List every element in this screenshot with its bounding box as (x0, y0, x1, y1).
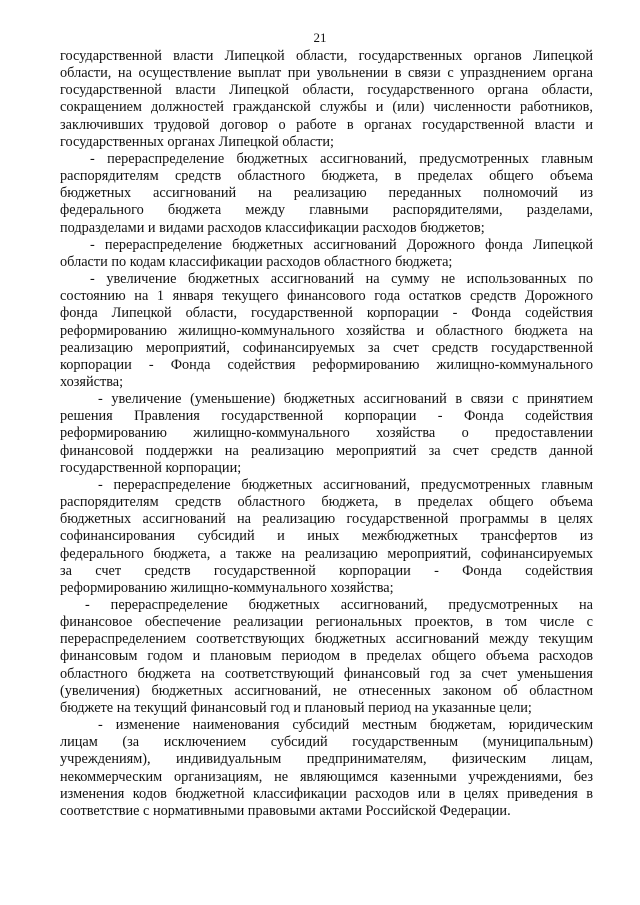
text-line: федерального бюджета, а также на реализацию мероприятий, софинансируемых (60, 545, 593, 562)
text-line: государственной корпорации; (60, 459, 242, 476)
text-line: заключивших трудовой договор о работе в органах государственной власти и (60, 116, 593, 133)
text-line: государственной власти Липецкой области, государственных органов Липецкой (60, 48, 593, 64)
text-line: - перераспределение бюджетных ассигнований Дорожного фонда Липецкой (90, 236, 593, 253)
text-line: бюджете на текущий финансовый год и плановый период на указанные цели; (60, 699, 532, 716)
text-line: за счет средств государственной корпорации - Фонда содействия (60, 562, 593, 579)
text-line: - перераспределение бюджетных ассигнований, предусмотренных главным (90, 150, 593, 167)
text-line: реализацию мероприятий, софинансируемых за счет средств государственной (60, 339, 593, 356)
text-line: области по кодам классификации расходов областного бюджета; (60, 253, 453, 270)
text-line: софинансирования субсидий и иных межбюджетных трансфертов из (60, 528, 593, 545)
text-line: сокращением должностей гражданской службы и (или) численности работников, (60, 99, 593, 116)
paragraph (60, 597, 593, 717)
text-line: - перераспределение бюджетных ассигнований, предусмотренных на (85, 597, 593, 613)
paragraph (60, 391, 593, 477)
text-line: - изменение наименования субсидий местным бюджетам, юридическим (98, 717, 593, 734)
text-line: финансовое обеспечение реализации региональных проектов, в том числе с (60, 614, 593, 631)
text-line: некоммерческим организациям, не являющимся казенными учреждениями, без (60, 768, 593, 785)
text-line: хозяйства; (60, 373, 124, 390)
paragraph (60, 48, 593, 151)
text-line: соответствие с нормативными правовыми актами Российской Федерации. (60, 802, 511, 819)
text-line: корпорации - Фонда содействия реформированию жилищно-коммунального (60, 356, 593, 373)
text-line: лицам (за исключением субсидий государственным (муниципальным) (60, 734, 593, 751)
text-line: - увеличение бюджетных ассигнований на сумму не использованных по (90, 271, 593, 288)
page-number: 21 (313, 30, 327, 45)
text-line: распорядителям средств областного бюджета, в пределах общего объема (60, 494, 593, 511)
text-line: государственной власти Липецкой области, государственного органа области, (60, 82, 593, 99)
paragraph (60, 477, 593, 597)
paragraph (60, 237, 593, 271)
text-line: решения Правления государственной корпорации - Фонда содействия (60, 408, 593, 425)
text-line: - увеличение (уменьшение) бюджетных ассигнований в связи с принятием (98, 391, 593, 408)
text-line: бюджетных ассигнований на реализацию государственной программы в целях (60, 511, 593, 528)
text-line: учреждениям), индивидуальным предпринимателям, физическим лицам, (60, 751, 593, 768)
text-line: состоянию на 1 января текущего финансового года остатков средств Дорожного (60, 288, 593, 305)
text-line: финансовой поддержки на реализацию мероприятий за счет средств данной (60, 442, 593, 459)
text-line: государственных органах Липецкой области; (60, 133, 334, 150)
text-line: перераспределением соответствующих бюджетных ассигнований между текущим (60, 631, 593, 648)
text-line: реформированию жилищно-коммунального хозяйства и областного бюджета на (60, 322, 593, 339)
text-line: распорядителям средств областного бюджета, в пределах общего объема (60, 168, 593, 185)
text-line: реформированию жилищно-коммунального хозяйства о предоставлении (60, 425, 593, 442)
text-line: (увеличения) бюджетных ассигнований, не отнесенных законом об областном (60, 682, 593, 699)
text-line: областного бюджета на соответствующий финансовый год за счет уменьшения (60, 665, 593, 682)
text-line: области, на осуществление выплат при увольнении в связи с упразднением органа (60, 65, 593, 82)
text-line: бюджетных ассигнований на реализацию переданных полномочий из (60, 185, 593, 202)
text-line: изменения кодов бюджетной классификации расходов или в целях приведения в (60, 785, 593, 802)
text-line: федерального бюджета между главными распорядителями, разделами, (60, 202, 593, 219)
text-line: фонда Липецкой области, государственной корпорации - Фонда содействия (60, 305, 593, 322)
text-line: - перераспределение бюджетных ассигнований, предусмотренных главным (98, 476, 593, 493)
text-line: финансовым годом и плановым периодом в пределах общего объема расходов (60, 648, 593, 665)
text-line: реформированию жилищно-коммунального хозяйства; (60, 579, 394, 596)
text-line: подразделами и видами расходов классификации расходов бюджетов; (60, 219, 485, 236)
paragraph (60, 717, 593, 820)
paragraph (60, 151, 593, 237)
document-body (60, 48, 593, 820)
paragraph (60, 271, 593, 391)
